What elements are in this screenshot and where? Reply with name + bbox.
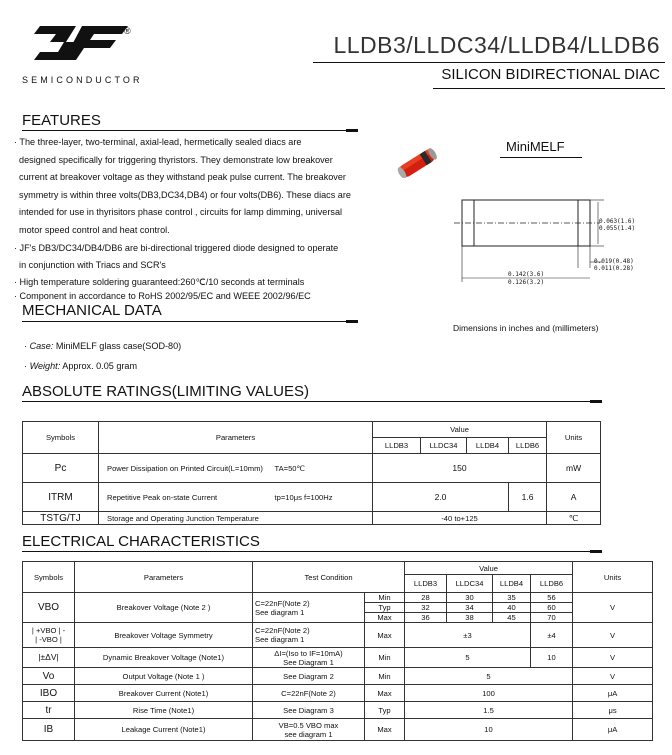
- absolute-ratings-table: [22, 421, 601, 525]
- title-rule: [313, 62, 665, 63]
- symbol-itrm: ITRM: [23, 483, 99, 512]
- cond-ta: TA=50℃: [273, 454, 373, 483]
- unit-itrm: A: [547, 483, 601, 512]
- cond-vo: See Diagram 2: [253, 668, 365, 685]
- value-itrm-db6: 1.6: [509, 483, 547, 512]
- vbo-max-dc34: 38: [447, 613, 493, 623]
- absolute-heading: ABSOLUTE RATINGS(LIMITING VALUES): [22, 383, 309, 400]
- features-line: in conjunction with Triacs and SCR's: [14, 260, 166, 271]
- weight-label: Weight:: [29, 361, 61, 371]
- value-symmetry-db6: ±4: [531, 623, 573, 648]
- value-tr: 1.5: [405, 702, 573, 719]
- features-line: · Component in accordance to RoHS 2002/95/EC and WEEE 2002/96/EC: [14, 290, 311, 301]
- sym-line: | -VBO |: [35, 635, 62, 644]
- features-heading: FEATURES: [22, 112, 101, 129]
- dim-length-min: 0.126(3.2): [508, 279, 545, 286]
- case-label: Case:: [29, 341, 54, 351]
- dim-band-min: 0.011(0.28): [594, 265, 634, 272]
- features-line: motor speed control and heat control.: [14, 224, 170, 235]
- value-vo: 5: [405, 668, 573, 685]
- mechanical-heading: MECHANICAL DATA: [22, 302, 162, 319]
- unit-temperature: ℃: [547, 512, 601, 525]
- value-dynamic: 5: [405, 648, 531, 668]
- cond-dynamic: [253, 648, 365, 668]
- cond-line: See Diagram 1: [283, 657, 334, 667]
- dim-height-min: 0.055(1.4): [599, 225, 636, 232]
- cond-tp: tp=10μs f=100Hz: [273, 483, 373, 512]
- company-name: SEMICONDUCTOR: [22, 75, 143, 85]
- cond-ib: [253, 719, 365, 741]
- vbo-max-db4: 45: [493, 613, 531, 623]
- model-lldc34: LLDC34: [447, 575, 493, 593]
- symbol-tr: tr: [23, 702, 75, 719]
- cond-line: See diagram 1: [255, 635, 305, 644]
- vbo-min-db6: 56: [531, 593, 573, 603]
- symbol-dynamic: |±ΔV|: [23, 648, 75, 668]
- value-dynamic-db6: 10: [531, 648, 573, 668]
- vbo-typ-db3: 32: [405, 603, 447, 613]
- value-ibo: 100: [405, 685, 573, 702]
- unit-pc: mW: [547, 454, 601, 483]
- param-breakover-current: Breakover Current (Note1): [75, 685, 253, 702]
- features-rule-bar: [346, 129, 358, 132]
- cond-symmetry: [253, 623, 365, 648]
- features-text: [14, 134, 351, 303]
- header-test-condition: Test Condition: [253, 562, 405, 593]
- param-output-voltage: Output Voltage (Note 1 ): [75, 668, 253, 685]
- cond-ibo: C=22nF(Note 2): [253, 685, 365, 702]
- unit-symmetry: V: [573, 623, 653, 648]
- unit-tr: μs: [573, 702, 653, 719]
- features-line: symmetry is within three volts(DB3,DC34,DB4) or four volts(DB6). These diacs are: [14, 189, 351, 200]
- vbo-max-db3: 36: [405, 613, 447, 623]
- model-lldb4: LLDB4: [493, 575, 531, 593]
- dimensions-caption: Dimensions in inches and (millimeters): [453, 323, 599, 333]
- absolute-rule: [22, 401, 602, 402]
- vbo-typ-db6: 60: [531, 603, 573, 613]
- header-value: Value: [373, 422, 547, 438]
- cond-line: See diagram 1: [255, 607, 305, 617]
- value-symmetry: ±3: [405, 623, 531, 648]
- electrical-rule: [22, 551, 602, 552]
- unit-ibo: μA: [573, 685, 653, 702]
- sym-line: | +VBO | -: [31, 626, 66, 635]
- features-line: current at breakover voltage as they withstand peak pulse current. The breakover: [14, 172, 346, 183]
- cond-line: VB=0.5 VBO max: [278, 720, 339, 730]
- cond-line: see diagram 1: [284, 729, 333, 739]
- model-lldb3: LLDB3: [405, 575, 447, 593]
- vbo-typ-db4: 40: [493, 603, 531, 613]
- subtitle-rule: [433, 88, 665, 89]
- electrical-rule-bar: [590, 550, 602, 553]
- electrical-heading: ELECTRICAL CHARACTERISTICS: [22, 533, 260, 550]
- header-value: Value: [405, 562, 573, 575]
- dim-band: 0.019(0.48): [594, 258, 634, 265]
- mechanical-text: [24, 336, 181, 376]
- model-lldb6: LLDB6: [509, 438, 547, 454]
- symbol-vbo: VBO: [23, 593, 75, 623]
- features-line: designed specifically for triggering thyristors. They demonstrate low breakover: [14, 154, 333, 165]
- header-symbols: Symbols: [23, 422, 99, 454]
- features-line: intended for use in thyrisitors phase control , circuits for lamp dimming, universal: [14, 207, 343, 218]
- package-name: MiniMELF: [506, 139, 565, 154]
- limit-tr: Typ: [365, 702, 405, 719]
- weight-value: Approx. 0.05 gram: [60, 361, 138, 371]
- features-line: · High temperature soldering guaranteed:260℃/10 seconds at terminals: [14, 276, 305, 287]
- value-pc: 150: [373, 454, 547, 483]
- header-parameters: Parameters: [75, 562, 253, 593]
- diode-photo: [392, 148, 442, 178]
- cond-line: C=22nF(Note 2): [255, 626, 310, 635]
- cond-line: C=22nF(Note 2): [255, 598, 310, 608]
- param-power-dissipation: Power Dissipation on Printed Circuit(L=10mm): [99, 454, 273, 483]
- limit-symmetry: Max: [365, 623, 405, 648]
- vbo-max-db6: 70: [531, 613, 573, 623]
- header-symbols: Symbols: [23, 562, 75, 593]
- company-logo: [20, 22, 170, 64]
- param-repetitive-current: Repetitive Peak on-state Current: [99, 483, 273, 512]
- electrical-characteristics-table: [22, 561, 653, 741]
- limit-ibo: Max: [365, 685, 405, 702]
- vbo-typ-dc34: 34: [447, 603, 493, 613]
- unit-vbo: V: [573, 593, 653, 623]
- symbol-vo: Vo: [23, 668, 75, 685]
- header-units: Units: [547, 422, 601, 454]
- param-dynamic: Dynamic Breakover Voltage (Note1): [75, 648, 253, 668]
- value-ib: 10: [405, 719, 573, 741]
- header-parameters: Parameters: [99, 422, 373, 454]
- model-lldb3: LLDB3: [373, 438, 421, 454]
- value-temperature: -40 to+125: [373, 512, 547, 525]
- model-lldb4: LLDB4: [467, 438, 509, 454]
- limit-vo: Min: [365, 668, 405, 685]
- mechanical-rule-bar: [346, 320, 358, 323]
- param-breakover-voltage: Breakover Voltage (Note 2 ): [75, 593, 253, 623]
- dim-height: 0.063(1.6): [599, 218, 636, 225]
- weight-line: · Weight: Approx. 0.05 gram: [24, 361, 138, 371]
- limit-min: Min: [365, 593, 405, 603]
- param-rise-time: Rise Time (Note1): [75, 702, 253, 719]
- unit-vo: V: [573, 668, 653, 685]
- param-leakage-current: Leakage Current (Note1): [75, 719, 253, 741]
- symbol-symmetry: [23, 623, 75, 648]
- symbol-tstg: TSTG/TJ: [23, 512, 99, 525]
- model-lldc34: LLDC34: [421, 438, 467, 454]
- case-line: · Case: MiniMELF glass case(SOD-80): [24, 341, 182, 351]
- symbol-ib: IB: [23, 719, 75, 741]
- symbol-pc: Pc: [23, 454, 99, 483]
- value-itrm: 2.0: [373, 483, 509, 512]
- case-value: MiniMELF glass case(SOD-80): [53, 341, 182, 351]
- model-lldb6: LLDB6: [531, 575, 573, 593]
- dim-length: 0.142(3.6): [508, 271, 545, 278]
- package-outline-drawing: [452, 190, 652, 290]
- absolute-rule-bar: [590, 400, 602, 403]
- part-subtitle: SILICON BIDIRECTIONAL DIAC: [441, 66, 660, 83]
- symbol-ibo: IBO: [23, 685, 75, 702]
- vbo-min-dc34: 30: [447, 593, 493, 603]
- part-title: LLDB3/LLDC34/LLDB4/LLDB6: [333, 32, 660, 58]
- limit-typ: Typ: [365, 603, 405, 613]
- mechanical-rule: [22, 321, 358, 322]
- param-temperature: Storage and Operating Junction Temperature: [99, 512, 373, 525]
- cond-tr: See Diagram 3: [253, 702, 365, 719]
- param-symmetry: Breakover Voltage Symmetry: [75, 623, 253, 648]
- cond-vbo: [253, 593, 365, 623]
- package-name-rule: [500, 157, 582, 158]
- unit-ib: μA: [573, 719, 653, 741]
- limit-ib: Max: [365, 719, 405, 741]
- features-line: · The three-layer, two-terminal, axial-lead, hermetically sealed diacs are: [14, 137, 302, 147]
- unit-dynamic: V: [573, 648, 653, 668]
- features-rule: [22, 130, 358, 131]
- registered-mark: ®: [124, 26, 131, 36]
- vbo-min-db4: 35: [493, 593, 531, 603]
- limit-max: Max: [365, 613, 405, 623]
- vbo-min-db3: 28: [405, 593, 447, 603]
- features-line: · JF's DB3/DC34/DB4/DB6 are bi-directional triggered diode designed to operate: [14, 242, 339, 253]
- header-units: Units: [573, 562, 653, 593]
- cond-line: ΔI=(Iso to IF=10mA): [274, 648, 343, 658]
- limit-dynamic: Min: [365, 648, 405, 668]
